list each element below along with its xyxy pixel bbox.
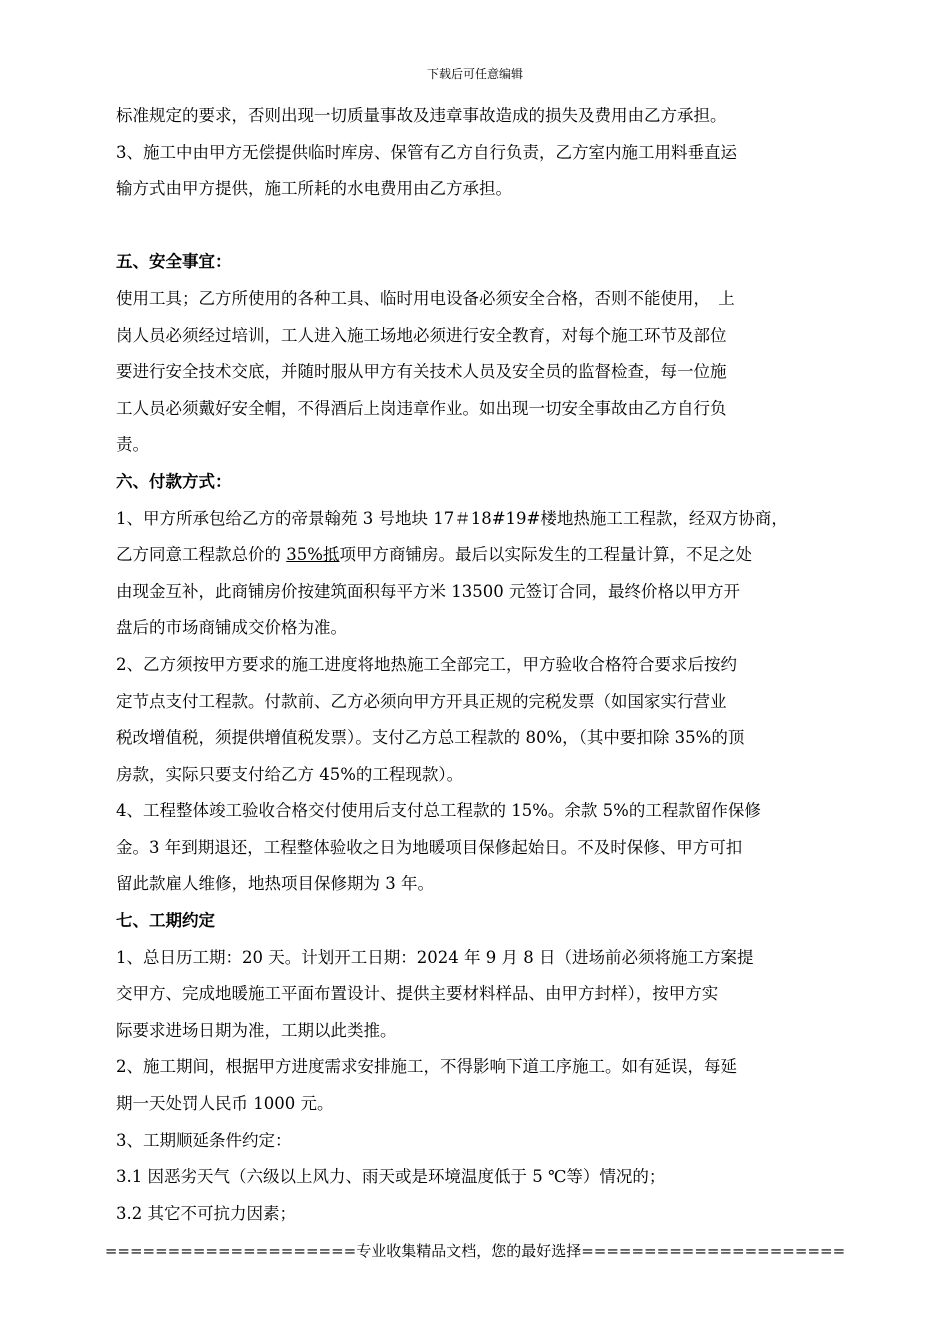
paragraph-line: 盘后的市场商铺成交价格为准。 (116, 618, 347, 638)
section-heading-payment: 六、付款方式： (116, 471, 232, 491)
paragraph-line: 使用工具；乙方所使用的各种工具、临时用电设备必须安全合格，否则不能使用， 上 (116, 288, 735, 308)
paragraph-line: 输方式由甲方提供，施工所耗的水电费用由乙方承担。 (116, 179, 512, 199)
paragraph-line: 3、工期顺延条件约定： (116, 1130, 292, 1150)
paragraph-line: 3.2 其它不可抗力因素； (116, 1203, 296, 1223)
blank-line (116, 208, 838, 245)
paragraph-line: 2、乙方须按甲方要求的施工进度将地热施工全部完工，甲方验收合格符合要求后按约 (116, 654, 737, 674)
paragraph-line: 1、甲方所承包给乙方的帝景翰苑 3 号地块 17＃18#19#楼地热施工工程款，经双方协商， (116, 508, 788, 528)
paragraph-line: 期一天处罚人民币 1000 元。 (116, 1094, 334, 1114)
paragraph-line: 责。 (116, 435, 149, 455)
paragraph-line: 定节点支付工程款。付款前、乙方必须向甲方开具正规的完税发票（如国家实行营业 (116, 691, 727, 711)
line-text: 乙方同意工程款总价的 (116, 545, 287, 565)
paragraph-line: 金。3 年到期退还，工程整体验收之日为地暖项目保修起始日。不及时保修、甲方可扣 (116, 837, 743, 857)
paragraph-line: 房款，实际只要支付给乙方 45%的工程现款）。 (116, 764, 464, 784)
paragraph-line: 由现金互补，此商铺房价按建筑面积每平方米 13500 元签订合同，最终价格以甲方开 (116, 581, 740, 601)
section-heading-schedule: 七、工期约定 (116, 911, 215, 931)
underlined-text: 35%抵 (286, 545, 340, 565)
paragraph-line: 2、施工期间，根据甲方进度需求安排施工，不得影响下道工序施工。如有延误，每延 (116, 1057, 737, 1077)
paragraph-line: 3、施工中由甲方无偿提供临时库房、保管有乙方自行负责，乙方室内施工用料垂直运 (116, 142, 737, 162)
paragraph-line: 留此款雇人维修，地热项目保修期为 3 年。 (116, 874, 434, 894)
paragraph-line: 岗人员必须经过培训，工人进入施工场地必须进行安全教育，对每个施工环节及部位 (116, 325, 727, 345)
paragraph-line: 工人员必须戴好安全帽，不得酒后上岗违章作业。如出现一切安全事故由乙方自行负 (116, 398, 727, 418)
paragraph-line: 际要求进场日期为准，工期以此类推。 (116, 1020, 397, 1040)
page-footer: ====================专业收集精品文档，您的最好选择===================== (104, 1242, 846, 1260)
document-body (116, 98, 838, 1232)
paragraph-line: 1、总日历工期：20 天。计划开工日期：2024 年 9 月 8 日（进场前必须将施工方案提 (116, 947, 754, 967)
section-heading-safety: 五、安全事宜： (116, 252, 232, 272)
paragraph-line: 4、工程整体竣工验收合格交付使用后支付总工程款的 15%。余款 5%的工程款留作保修 (116, 801, 761, 821)
line-text: 项甲方商铺房。最后以实际发生的工程量计算，不足之处 (339, 545, 752, 565)
paragraph-line: 3.1 因恶劣天气（六级以上风力、雨天或是环境温度低于 5 ℃等）情况的； (116, 1167, 666, 1187)
paragraph-line: 标准规定的要求，否则出现一切质量事故及违章事故造成的损失及费用由乙方承担。 (116, 106, 727, 125)
paragraph-line: 交甲方、完成地暖施工平面布置设计、提供主要材料样品、由甲方封样），按甲方实 (116, 984, 719, 1004)
paragraph-line: 要进行安全技术交底，并随时服从甲方有关技术人员及安全员的监督检查，每一位施 (116, 362, 727, 382)
page-header: 下载后可任意编辑 (426, 67, 523, 81)
paragraph-line (116, 537, 838, 574)
paragraph-line: 税改增值税，须提供增值税发票）。支付乙方总工程款的 80%，（其中要扣除 35%的顶 (116, 728, 745, 748)
